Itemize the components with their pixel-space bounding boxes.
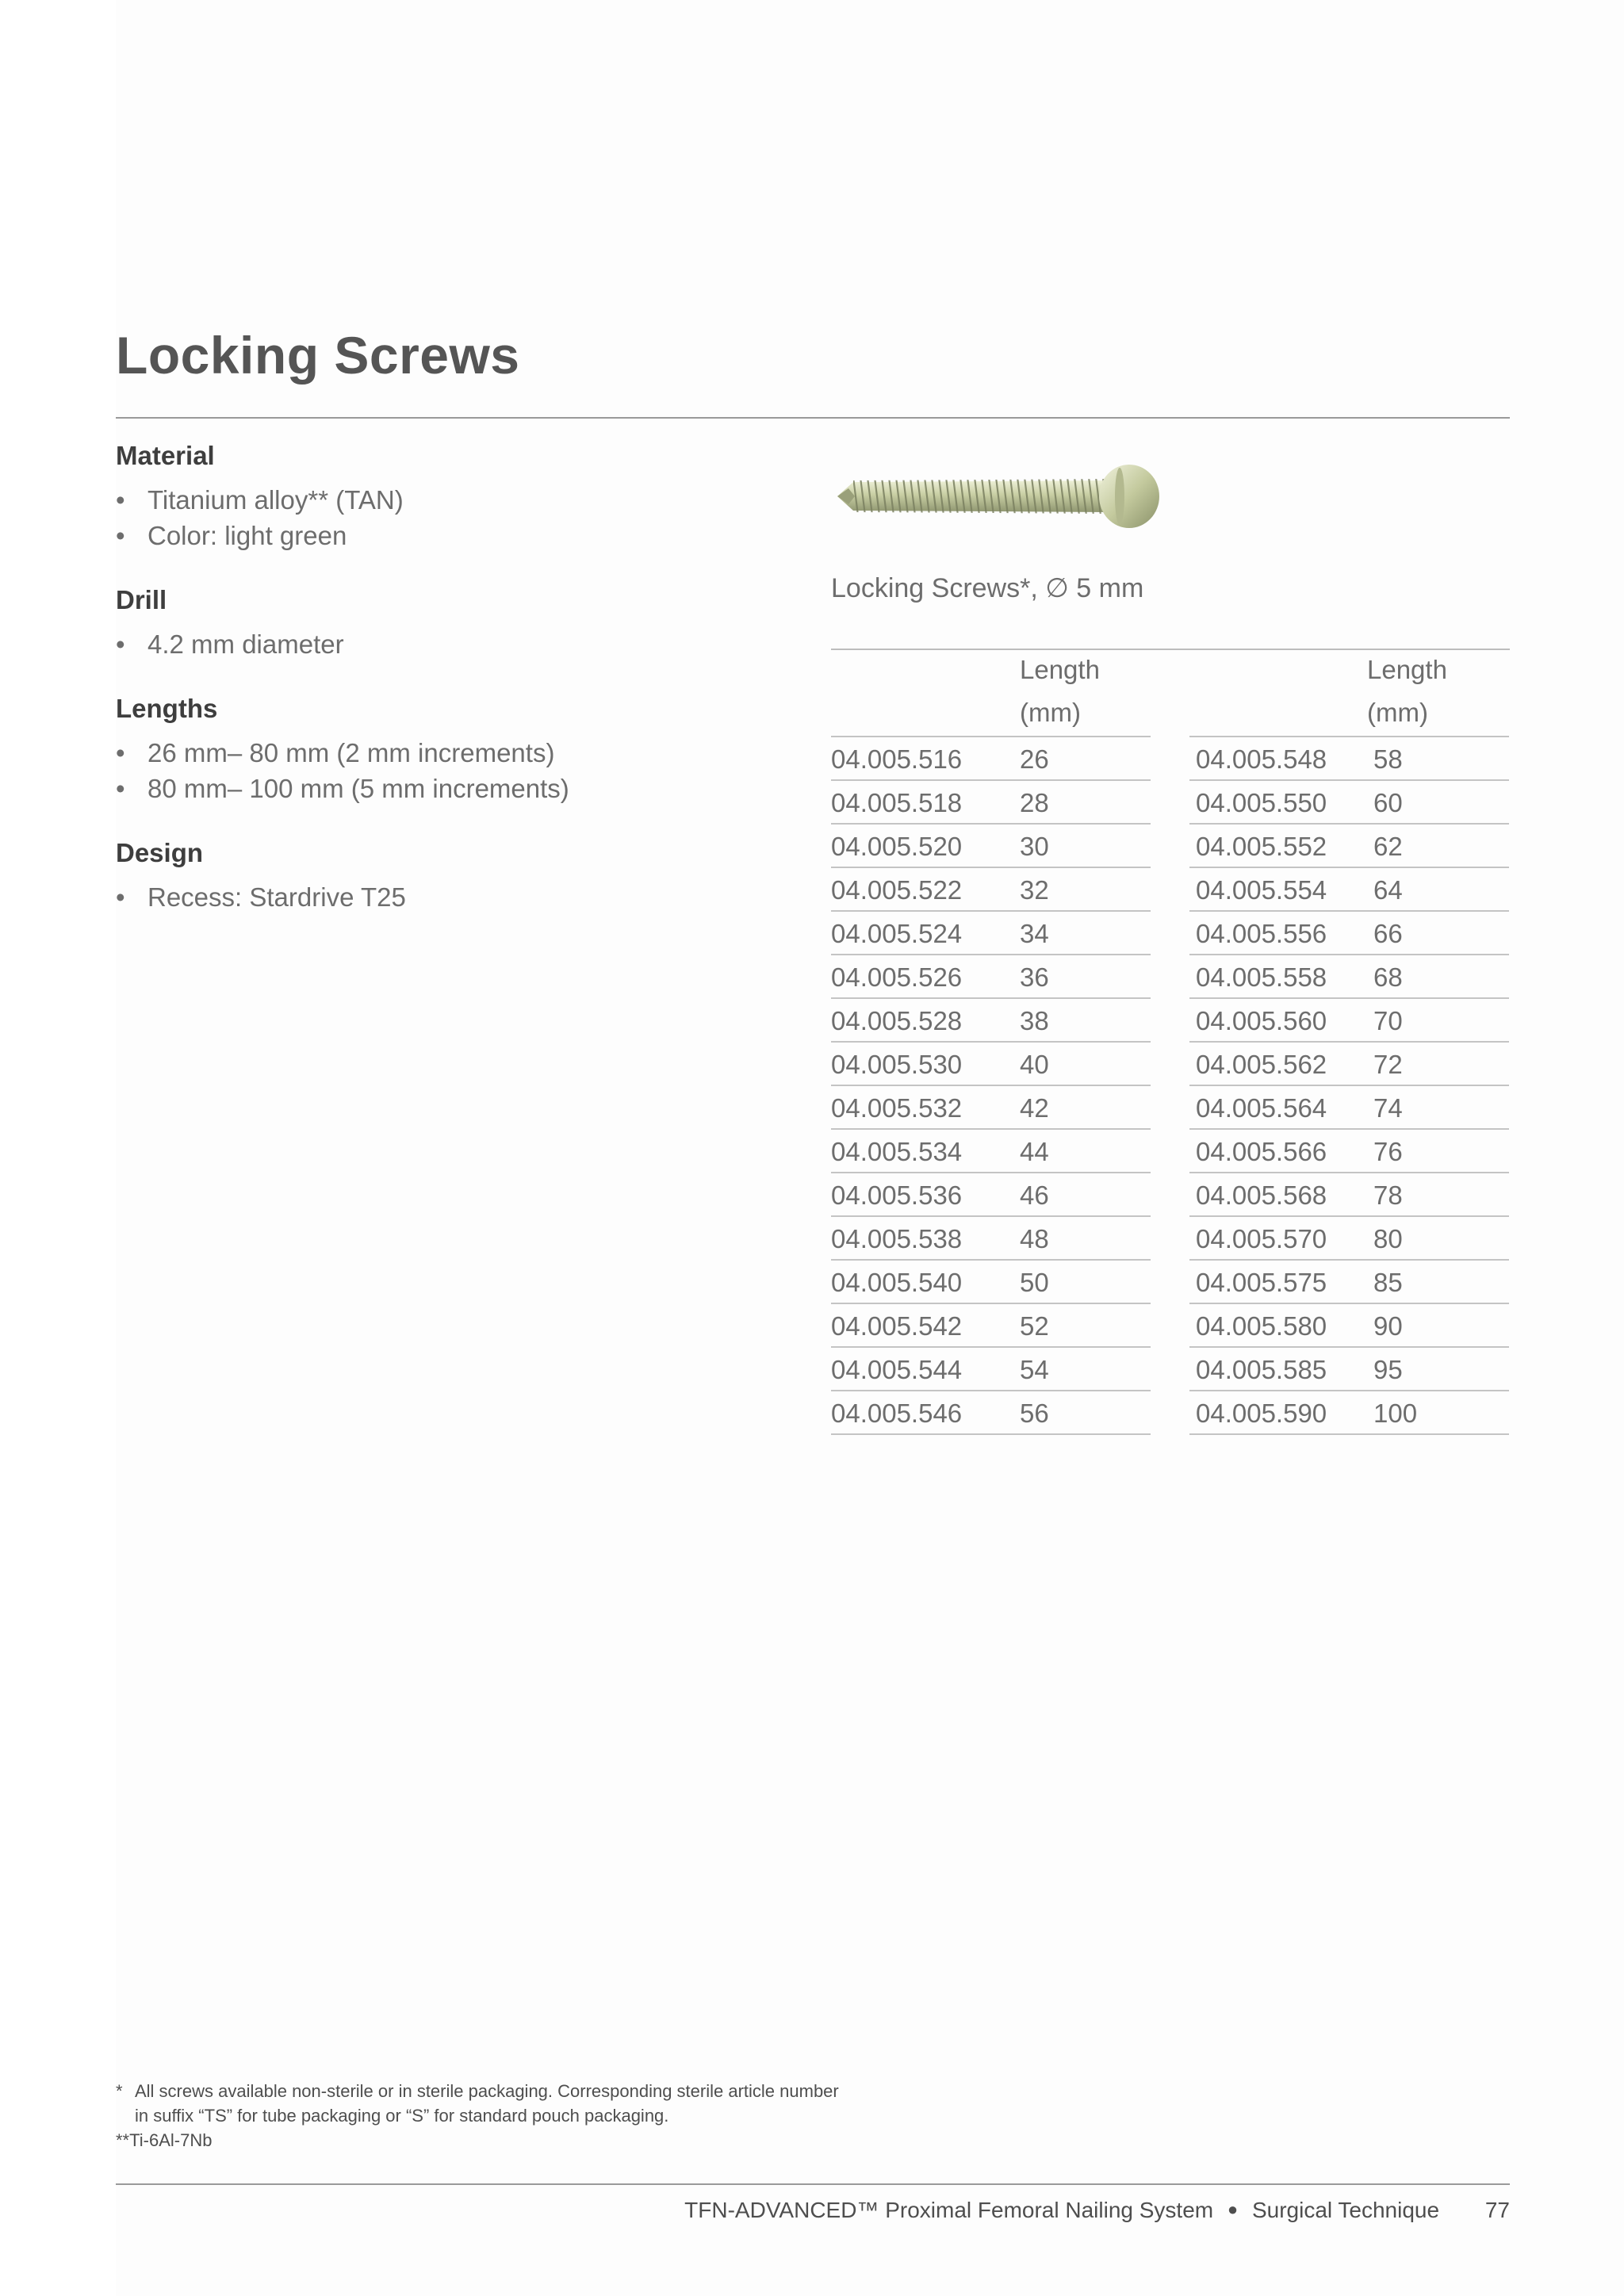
length-value: 68	[1373, 962, 1403, 992]
table-row	[1189, 1043, 1509, 1086]
article-number: 04.005.528	[831, 1006, 963, 1035]
table-row	[831, 1261, 1151, 1304]
specifications-column	[116, 441, 750, 947]
article-table-left	[831, 650, 1151, 1435]
article-number: 04.005.575	[1196, 1268, 1327, 1297]
length-value: 66	[1373, 919, 1403, 948]
length-value: 26	[1020, 744, 1049, 774]
length-header: Length	[1367, 655, 1447, 684]
table-row	[831, 955, 1151, 999]
article-number: 04.005.540	[831, 1268, 963, 1297]
footer-doc-type: Surgical Technique	[1251, 2198, 1440, 2222]
section-design	[116, 838, 750, 915]
footer-divider	[116, 2183, 1510, 2185]
article-number: 04.005.568	[1196, 1181, 1327, 1210]
article-number: 04.005.516	[831, 744, 963, 774]
list-item: • 4.2 mm diameter	[116, 626, 750, 662]
footnote-line: in suffix “TS” for tube packaging or “S” for standard pouch packaging.	[135, 2106, 669, 2126]
bullet-list	[116, 482, 750, 553]
footer-separator: ●	[1227, 2199, 1239, 2219]
table-row	[1189, 912, 1509, 955]
table-row	[831, 1043, 1151, 1086]
length-value: 78	[1373, 1181, 1403, 1210]
length-value: 80	[1373, 1224, 1403, 1253]
article-number: 04.005.530	[831, 1050, 963, 1079]
article-number: 04.005.546	[831, 1399, 963, 1428]
length-value: 32	[1020, 875, 1049, 905]
length-value: 76	[1373, 1137, 1403, 1166]
length-value: 70	[1373, 1006, 1403, 1035]
article-number: 04.005.544	[831, 1355, 963, 1384]
footnote-sterile	[116, 2079, 988, 2128]
article-number: 04.005.558	[1196, 962, 1327, 992]
length-value: 36	[1020, 962, 1049, 992]
length-value: 28	[1020, 788, 1049, 817]
table-header	[1189, 650, 1509, 737]
table-row	[1189, 955, 1509, 999]
length-value: 52	[1020, 1311, 1049, 1341]
footer-product: TFN-ADVANCED™ Proximal Femoral Nailing System	[684, 2198, 1214, 2222]
table-row	[1189, 1391, 1509, 1435]
table-row	[831, 868, 1151, 912]
footnote-alloy: **Ti-6Al-7Nb	[116, 2130, 213, 2150]
article-number: 04.005.550	[1196, 788, 1327, 817]
table-row	[831, 1173, 1151, 1217]
table-row	[831, 781, 1151, 825]
length-value: 40	[1020, 1050, 1049, 1079]
length-value: 58	[1373, 744, 1403, 774]
table-body	[1189, 737, 1509, 1435]
section-material	[116, 441, 750, 553]
length-value: 62	[1373, 832, 1403, 861]
section-heading: Lengths	[116, 694, 218, 723]
table-header	[831, 650, 1151, 737]
length-value: 34	[1020, 919, 1049, 948]
article-number: 04.005.552	[1196, 832, 1327, 861]
length-value: 72	[1373, 1050, 1403, 1079]
table-row	[1189, 1130, 1509, 1173]
table-row	[831, 1304, 1151, 1348]
list-item: • Titanium alloy** (TAN)	[116, 482, 750, 518]
article-number: 04.005.590	[1196, 1399, 1327, 1428]
length-value: 95	[1373, 1355, 1403, 1384]
length-value: 56	[1020, 1399, 1049, 1428]
article-number: 04.005.520	[831, 832, 963, 861]
table-row	[831, 1348, 1151, 1391]
table-row	[831, 737, 1151, 781]
length-value: 50	[1020, 1268, 1049, 1297]
article-number: 04.005.564	[1196, 1093, 1327, 1123]
bullet-list	[116, 626, 750, 662]
unit-header: (mm)	[1367, 698, 1428, 727]
list-item: • 26 mm– 80 mm (2 mm increments)	[116, 735, 750, 771]
bullet-list	[116, 735, 750, 806]
table-row	[1189, 1086, 1509, 1130]
table-row	[831, 1391, 1151, 1435]
article-number: 04.005.556	[1196, 919, 1327, 948]
table-row	[1189, 737, 1509, 781]
length-value: 42	[1020, 1093, 1049, 1123]
article-number: 04.005.534	[831, 1137, 963, 1166]
length-value: 54	[1020, 1355, 1049, 1384]
table-row	[1189, 868, 1509, 912]
section-heading: Material	[116, 441, 215, 470]
table-row	[1189, 1304, 1509, 1348]
table-body	[831, 737, 1151, 1435]
footnote-line: All screws available non-sterile or in sterile packaging. Corresponding sterile article number	[135, 2081, 839, 2101]
list-item: • 80 mm– 100 mm (5 mm increments)	[116, 771, 750, 806]
length-value: 38	[1020, 1006, 1049, 1035]
article-number: 04.005.518	[831, 788, 963, 817]
table-row	[1189, 1217, 1509, 1261]
length-value: 60	[1373, 788, 1403, 817]
table-row	[831, 1130, 1151, 1173]
article-number: 04.005.536	[831, 1181, 963, 1210]
table-row	[1189, 825, 1509, 868]
article-number: 04.005.542	[831, 1311, 963, 1341]
table-row	[831, 1217, 1151, 1261]
locking-screw-illustration	[831, 458, 1164, 534]
title-divider	[116, 417, 1510, 419]
length-value: 90	[1373, 1311, 1403, 1341]
article-number: 04.005.532	[831, 1093, 963, 1123]
article-number: 04.005.562	[1196, 1050, 1327, 1079]
article-table-right	[1189, 650, 1509, 1435]
unit-header: (mm)	[1020, 698, 1081, 727]
bullet-list	[116, 879, 750, 915]
page-number: 77	[1484, 2198, 1510, 2222]
length-value: 30	[1020, 832, 1049, 861]
page-title: Locking Screws	[116, 326, 520, 385]
table-row	[1189, 781, 1509, 825]
figure-caption: Locking Screws*, ∅ 5 mm	[831, 573, 1144, 603]
article-number: 04.005.566	[1196, 1137, 1327, 1166]
list-item: • Recess: Stardrive T25	[116, 879, 750, 915]
article-number: 04.005.585	[1196, 1355, 1327, 1384]
length-value: 85	[1373, 1268, 1403, 1297]
footnotes	[116, 2079, 988, 2152]
article-number: 04.005.554	[1196, 875, 1327, 905]
table-row	[1189, 1348, 1509, 1391]
article-number: 04.005.526	[831, 962, 963, 992]
section-heading: Drill	[116, 585, 167, 614]
table-row	[831, 999, 1151, 1043]
length-value: 74	[1373, 1093, 1403, 1123]
article-number: 04.005.580	[1196, 1311, 1327, 1341]
section-heading: Design	[116, 838, 204, 867]
article-number: 04.005.538	[831, 1224, 963, 1253]
article-number: 04.005.522	[831, 875, 963, 905]
table-row	[1189, 1173, 1509, 1217]
article-number: 04.005.524	[831, 919, 963, 948]
length-value: 46	[1020, 1181, 1049, 1210]
length-value: 48	[1020, 1224, 1049, 1253]
table-row	[1189, 999, 1509, 1043]
footnote-mark: *	[116, 2081, 123, 2101]
article-number: 04.005.548	[1196, 744, 1327, 774]
length-value: 100	[1373, 1399, 1418, 1428]
table-row	[831, 912, 1151, 955]
section-drill	[116, 585, 750, 662]
length-value: 44	[1020, 1137, 1049, 1166]
table-row	[831, 825, 1151, 868]
article-number: 04.005.570	[1196, 1224, 1327, 1253]
list-item: • Color: light green	[116, 518, 750, 553]
length-header: Length	[1020, 655, 1100, 684]
table-row	[831, 1086, 1151, 1130]
article-number: 04.005.560	[1196, 1006, 1327, 1035]
page-footer	[684, 2198, 1510, 2223]
table-row	[1189, 1261, 1509, 1304]
length-value: 64	[1373, 875, 1403, 905]
section-lengths	[116, 694, 750, 806]
